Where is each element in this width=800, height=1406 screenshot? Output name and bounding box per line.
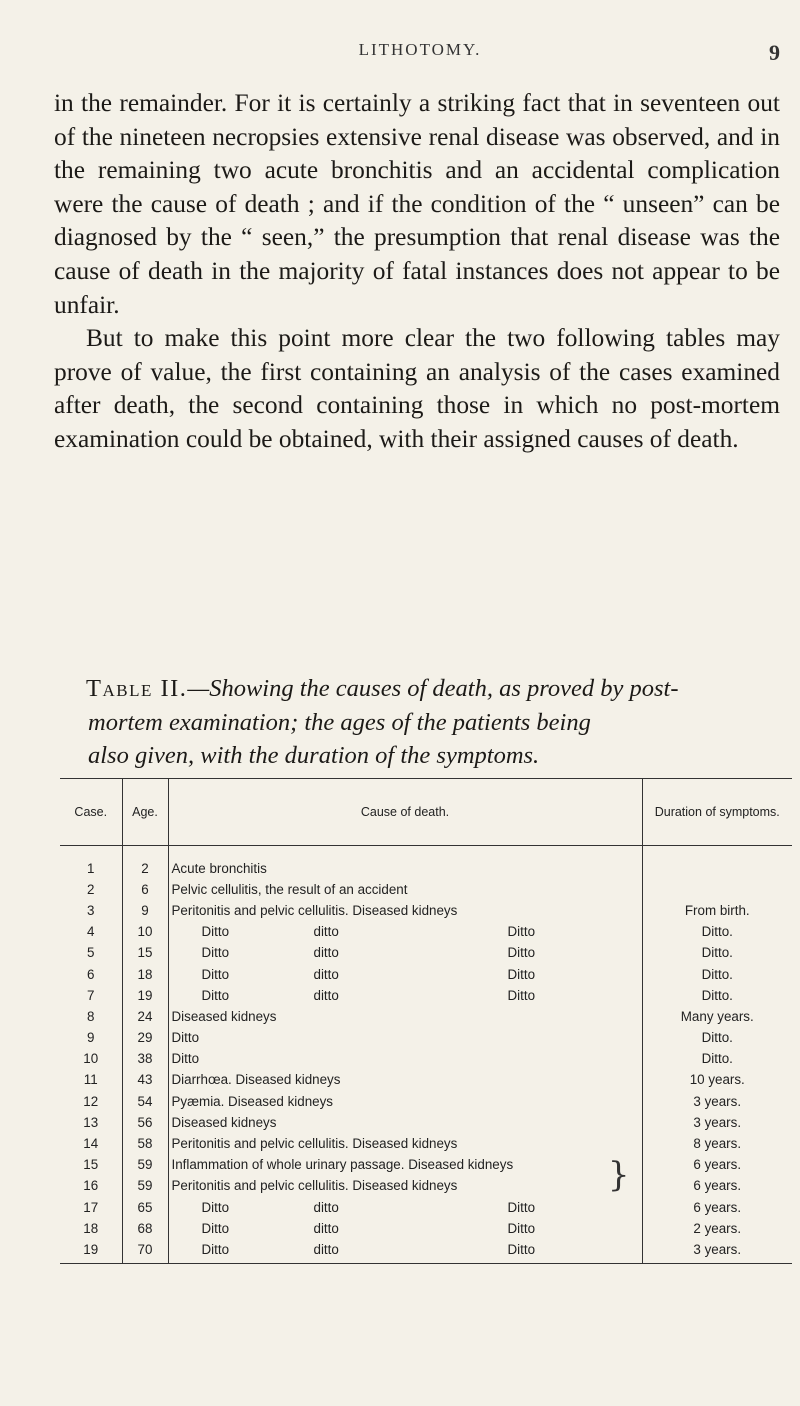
cell-case: 5 [60,943,122,964]
caption-line-2: mortem examination; the ages of the patients being [88,708,591,736]
table-row [60,1049,792,1070]
cell-duration: Ditto. [701,987,733,1003]
ditto-mark: Ditto [201,987,230,1003]
ditto-mark: ditto [313,1241,339,1257]
cell-case: 19 [60,1239,122,1263]
cell-age: 38 [122,1049,168,1070]
cell-duration: Ditto. [701,966,733,982]
cell-age: 18 [122,964,168,985]
table-row [60,922,792,943]
cause-text: Inflammation of whole urinary passage. Diseased kidneys [171,1157,514,1173]
cell-age: 6 [122,879,168,900]
cell-cause [168,1239,642,1263]
ditto-mark: Ditto [507,924,536,940]
cell-case: 15 [60,1155,122,1176]
ditto-mark: ditto [313,1220,339,1236]
causes-of-death-table [60,778,792,1264]
ditto-mark: Ditto [201,924,230,940]
ditto-mark: Ditto [507,1241,536,1257]
table-row [60,1176,792,1197]
cell-age: 19 [122,985,168,1006]
table-row [60,846,792,880]
cell-duration: 3 years. [642,1239,792,1263]
cell-duration [642,846,792,880]
cell-duration: 6 years. [693,1199,742,1215]
table-row [60,1218,792,1239]
cell-age: 58 [122,1133,168,1154]
ditto-mark: ditto [313,1199,339,1215]
cell-cause: Ditto [168,1028,642,1049]
cell-duration: 2 years. [693,1220,742,1236]
ditto-group [172,1200,639,1216]
table-row [60,1006,792,1027]
page-number: 9 [769,40,780,65]
table-row [60,1239,792,1263]
cell-age: 29 [122,1028,168,1049]
cell-age: 59 [122,1155,168,1176]
cell-duration: Many years. [680,1008,754,1024]
table-row [60,964,792,985]
ditto-group [172,967,639,983]
cell-duration: 8 years. [693,1136,742,1152]
cell-cause: Peritonitis and pelvic cellulitis. Diseased kidneys [168,1176,642,1197]
ditto-group [172,988,639,1004]
table-row [60,943,792,964]
cell-age: 2 [122,846,168,880]
ditto-mark: Ditto [507,1220,536,1236]
cell-case: 7 [60,985,122,1006]
running-head [60,40,780,80]
cell-duration: 6 years. [693,1157,742,1173]
cell-cause: Diarrhœa. Diseased kidneys [168,1070,642,1091]
brace-icon: } [607,1154,630,1195]
ditto-mark: Ditto [507,966,536,982]
ditto-mark: Ditto [507,945,536,961]
ditto-mark: Ditto [201,1220,230,1236]
cell-case: 4 [60,922,122,943]
cell-age: 24 [122,1006,168,1027]
cell-duration [642,879,792,900]
ditto-mark: ditto [313,945,339,961]
header-duration: Duration of symptoms. [642,779,792,846]
cell-duration: 3 years. [693,1114,742,1130]
table-row [60,879,792,900]
cell-cause [168,964,642,985]
table-row [60,985,792,1006]
ditto-mark: ditto [313,924,339,940]
cell-case: 14 [60,1133,122,1154]
cell-age: 54 [122,1091,168,1112]
header-age: Age. [122,779,168,846]
ditto-group [172,1242,639,1258]
table-caption [54,672,780,773]
cell-age: 65 [122,1197,168,1218]
cell-duration: From birth. [684,902,750,918]
table-body [60,846,792,1264]
cell-case: 11 [60,1070,122,1091]
cell-duration: 10 years. [689,1072,745,1088]
cell-cause [168,1218,642,1239]
cell-case: 16 [60,1176,122,1197]
table-label: Table II. [86,675,188,702]
ditto-mark: Ditto [507,987,536,1003]
paragraph-2: But to make this point more clear the two following tables may prove of value, the first containing an analysis of the cases examined after death, the second containing those in which no post-mortem examination could be obtained, with their assigned causes of death. [54,324,780,453]
cell-age: 56 [122,1112,168,1133]
ditto-group [172,924,639,940]
ditto-mark: ditto [313,987,339,1003]
cell-case: 2 [60,879,122,900]
ditto-mark: Ditto [201,966,230,982]
cell-age: 70 [122,1239,168,1263]
cell-cause: Pelvic cellulitis, the result of an accident [168,879,642,900]
table-row [60,1028,792,1049]
cell-case: 18 [60,1218,122,1239]
cell-duration: Ditto. [701,924,733,940]
ditto-mark: Ditto [507,1199,536,1215]
table-row [60,1155,792,1176]
cell-cause: Ditto [168,1049,642,1070]
cell-cause [168,922,642,943]
paragraph-1: in the remainder. For it is certainly a striking fact that in seventeen out of the nineteen necropsies extensive renal disease was observed, and in the remaining two acute bronchitis and an accidental complication were the cause of death ; and if the condition of the “ unseen” can be diagnosed by the “ seen,” the presumption that renal disease was the cause of death in the majority of fatal instances does not appear to be unfair. [54,89,780,319]
cell-case: 8 [60,1006,122,1027]
cell-case: 17 [60,1197,122,1218]
cell-duration: Ditto. [701,1051,733,1067]
cell-cause: Acute bronchitis [168,846,642,880]
running-title: LITHOTOMY. [358,40,482,59]
ditto-mark: Ditto [201,945,230,961]
cell-age: 15 [122,943,168,964]
cell-age: 68 [122,1218,168,1239]
cell-cause [168,943,642,964]
cell-case: 12 [60,1091,122,1112]
body-text [54,87,780,457]
cell-case: 10 [60,1049,122,1070]
cell-cause: Pyæmia. Diseased kidneys [168,1091,642,1112]
cell-duration: 6 years. [693,1178,742,1194]
table-row [60,900,792,921]
ditto-group [172,945,639,961]
table-row [60,1070,792,1091]
cell-age: 43 [122,1070,168,1091]
table-row [60,1197,792,1218]
cell-duration: Ditto. [701,1030,733,1046]
cell-duration: 3 years. [693,1093,742,1109]
cell-age: 9 [122,900,168,921]
cell-case: 9 [60,1028,122,1049]
table-row [60,1112,792,1133]
table-row [60,1091,792,1112]
cell-cause [168,985,642,1006]
cell-age: 59 [122,1176,168,1197]
ditto-mark: Ditto [201,1199,230,1215]
cell-cause: Diseased kidneys [168,1112,642,1133]
caption-line-3: also given, with the duration of the symptoms. [88,742,540,770]
cell-cause [168,1197,642,1218]
cell-case: 1 [60,846,122,880]
cell-cause: Peritonitis and pelvic cellulitis. Diseased kidneys [168,1133,642,1154]
header-cause: Cause of death. [168,779,642,846]
header-case: Case. [60,779,122,846]
cell-age: 10 [122,922,168,943]
ditto-mark: ditto [313,966,339,982]
ditto-group [172,1221,639,1237]
cell-case: 3 [60,900,122,921]
cell-cause: Diseased kidneys [168,1006,642,1027]
cell-cause: Peritonitis and pelvic cellulitis. Diseased kidneys [168,900,642,921]
cell-duration: Ditto. [701,945,733,961]
cell-case: 6 [60,964,122,985]
table-row [60,1133,792,1154]
cell-case: 13 [60,1112,122,1133]
caption-line-1: —Showing the causes of death, as proved by post- [187,675,679,702]
table-header-row [60,779,792,846]
ditto-mark: Ditto [201,1241,230,1257]
